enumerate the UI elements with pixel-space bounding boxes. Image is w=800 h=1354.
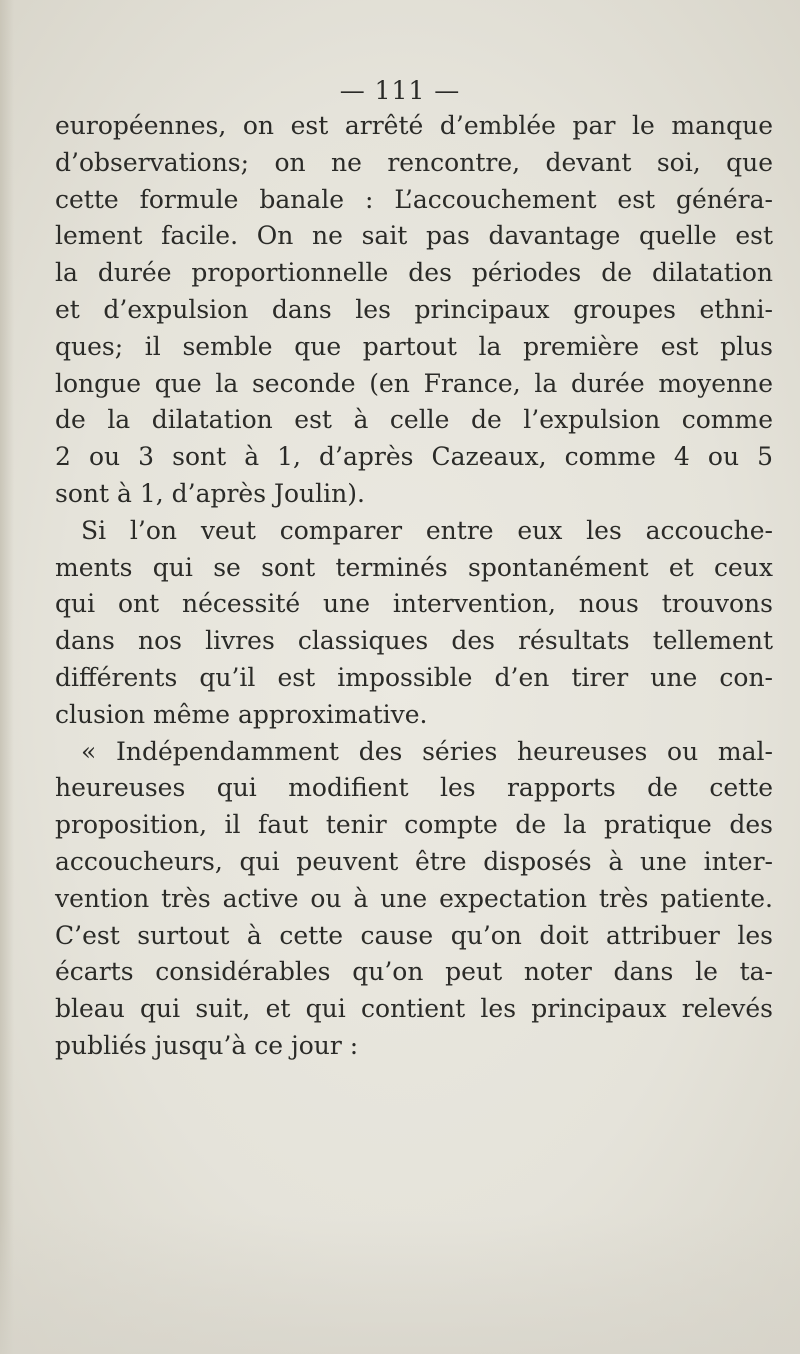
text-line: de la dilatation est à celle de l’expulsion comme	[55, 405, 773, 435]
text-line: lement facile. On ne sait pas davantage quelle est	[55, 221, 773, 251]
text-line: accoucheurs, qui peuvent être disposés à une inter-	[55, 846, 773, 876]
text-line: et d’expulsion dans les principaux groupes ethni-	[55, 294, 773, 324]
text-line-paragraph-end: clusion même approximative.	[55, 699, 428, 729]
text-line: ments qui se sont terminés spontanément et ceux	[55, 552, 773, 582]
text-line: ques; il semble que partout la première est plus	[55, 331, 773, 361]
text-line: heureuses qui modifient les rapports de cette	[55, 773, 773, 803]
text-line: C’est surtout à cette cause qu’on doit attribuer les	[55, 920, 773, 950]
text-line: longue que la seconde (en France, la durée moyenne	[55, 368, 773, 398]
text-line-paragraph-start: « Indépendamment des séries heureuses ou mal-	[81, 736, 773, 766]
text-line: vention très active ou à une expectation très patiente.	[55, 883, 773, 913]
text-line-paragraph-end: publiés jusqu’à ce jour :	[55, 1030, 359, 1060]
text-line: la durée proportionnelle des périodes de dilatation	[55, 258, 773, 288]
text-line-paragraph-end: sont à 1, d’après Joulin).	[55, 478, 365, 508]
text-line: dans nos livres classiques des résultats tellement	[55, 626, 773, 656]
text-line: bleau qui suit, et qui contient les principaux relevés	[55, 994, 773, 1024]
page-number: — 111 —	[339, 76, 461, 105]
text-line: cette formule banale : L’accouchement est généra-	[55, 184, 773, 214]
text-line: qui ont nécessité une intervention, nous trouvons	[55, 589, 773, 619]
text-line: 2 ou 3 sont à 1, d’après Cazeaux, comme 4 ou 5	[55, 442, 773, 472]
text-line: proposition, il faut tenir compte de la pratique des	[55, 810, 773, 840]
text-line: différents qu’il est impossible d’en tirer une con-	[55, 662, 773, 692]
body-text	[55, 108, 773, 1065]
text-line: européennes, on est arrêté d’emblée par le manque	[55, 111, 773, 140]
text-line-paragraph-start: Si l’on veut comparer entre eux les accouche-	[81, 515, 773, 545]
text-line: d’observations; on ne rencontre, devant soi, que	[55, 147, 773, 177]
text-line: écarts considérables qu’on peut noter dans le ta-	[55, 957, 773, 987]
